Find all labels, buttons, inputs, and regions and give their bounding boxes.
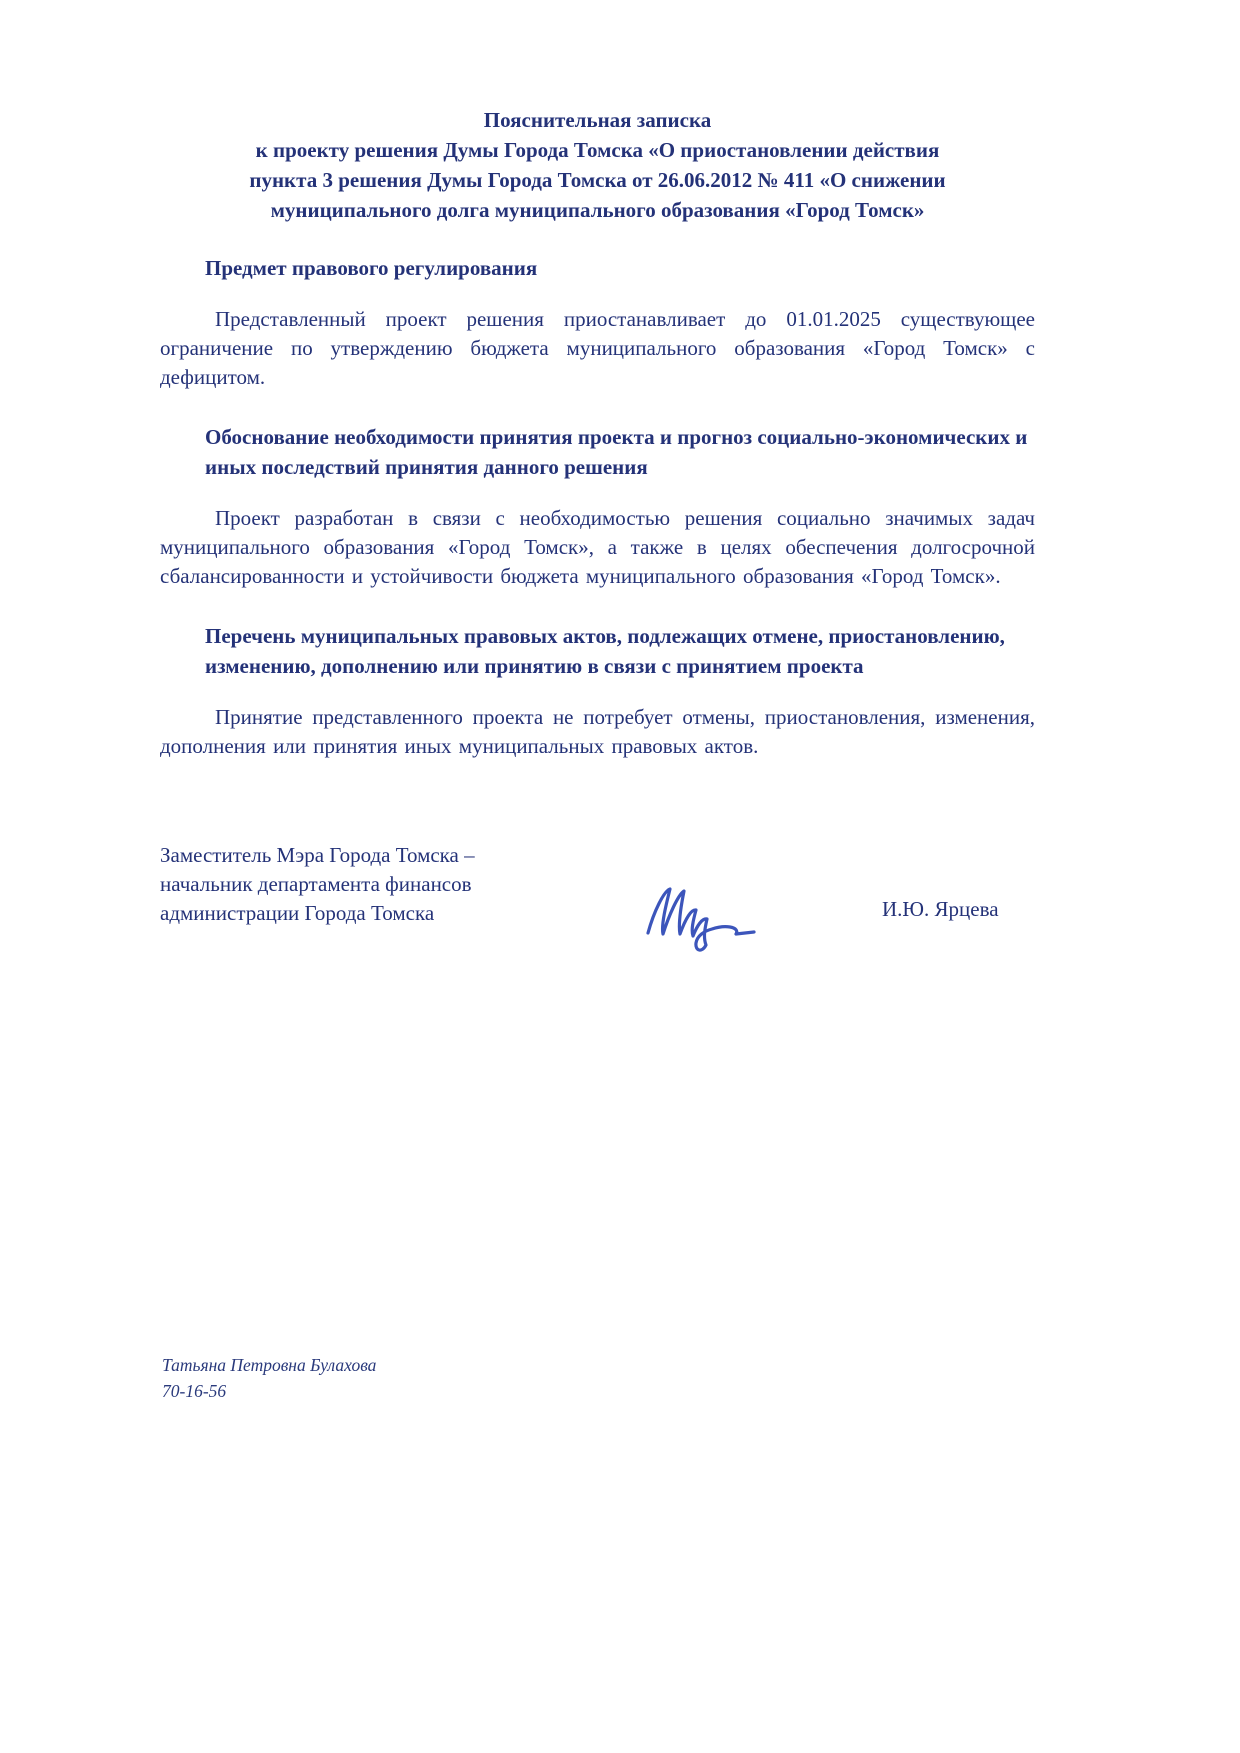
document-title bbox=[160, 105, 1035, 225]
executor-phone: 70-16-56 bbox=[162, 1381, 227, 1401]
section-justification bbox=[160, 422, 1035, 591]
executor-footer bbox=[162, 1352, 376, 1404]
section-acts-list bbox=[160, 621, 1035, 761]
signature-block bbox=[160, 841, 1035, 971]
handwritten-signature-icon bbox=[638, 881, 788, 956]
section-acts-list-paragraph: Принятие представленного проекта не потребует отмены, приостановления, изменения, дополнения или принятия иных муниципальных правовых актов. bbox=[160, 705, 1035, 758]
signatory-name: И.Ю. Ярцева bbox=[882, 897, 999, 921]
executor-name: Татьяна Петровна Булахова bbox=[162, 1355, 377, 1375]
signatory-position-line-1: Заместитель Мэра Города Томска – bbox=[160, 843, 475, 867]
title-line-1: Пояснительная записка bbox=[483, 108, 712, 132]
title-line-3: пункта 3 решения Думы Города Томска от 26.06.2012 № 411 «О снижении bbox=[249, 168, 946, 192]
section-subject bbox=[160, 253, 1035, 392]
section-acts-list-heading: Перечень муниципальных правовых актов, подлежащих отмене, приостановлению, изменению, дополнению или принятию в связи с принятием проекта bbox=[205, 624, 1005, 678]
section-subject-heading: Предмет правового регулирования bbox=[205, 256, 538, 280]
signatory-position-line-2: начальник департамента финансов bbox=[160, 872, 472, 896]
section-justification-paragraph: Проект разработан в связи с необходимостью решения социально значимых задач муниципального образования «Город Томск», а также в целях обеспечения долгосрочной сбалансированности и устойчивости бюджета муниципального образования «Город Томск». bbox=[160, 506, 1035, 588]
title-line-4: муниципального долга муниципального образования «Город Томск» bbox=[270, 198, 925, 222]
title-line-2: к проекту решения Думы Города Томска «О приостановлении действия bbox=[255, 138, 940, 162]
signatory-position-line-3: администрации Города Томска bbox=[160, 901, 435, 925]
section-subject-paragraph: Представленный проект решения приостанавливает до 01.01.2025 существующее ограничение по утверждению бюджета муниципального образования «Город Томск» с дефицитом. bbox=[160, 307, 1035, 389]
section-justification-heading: Обоснование необходимости принятия проекта и прогноз социально-экономических и иных последствий принятия данного решения bbox=[205, 425, 1028, 479]
